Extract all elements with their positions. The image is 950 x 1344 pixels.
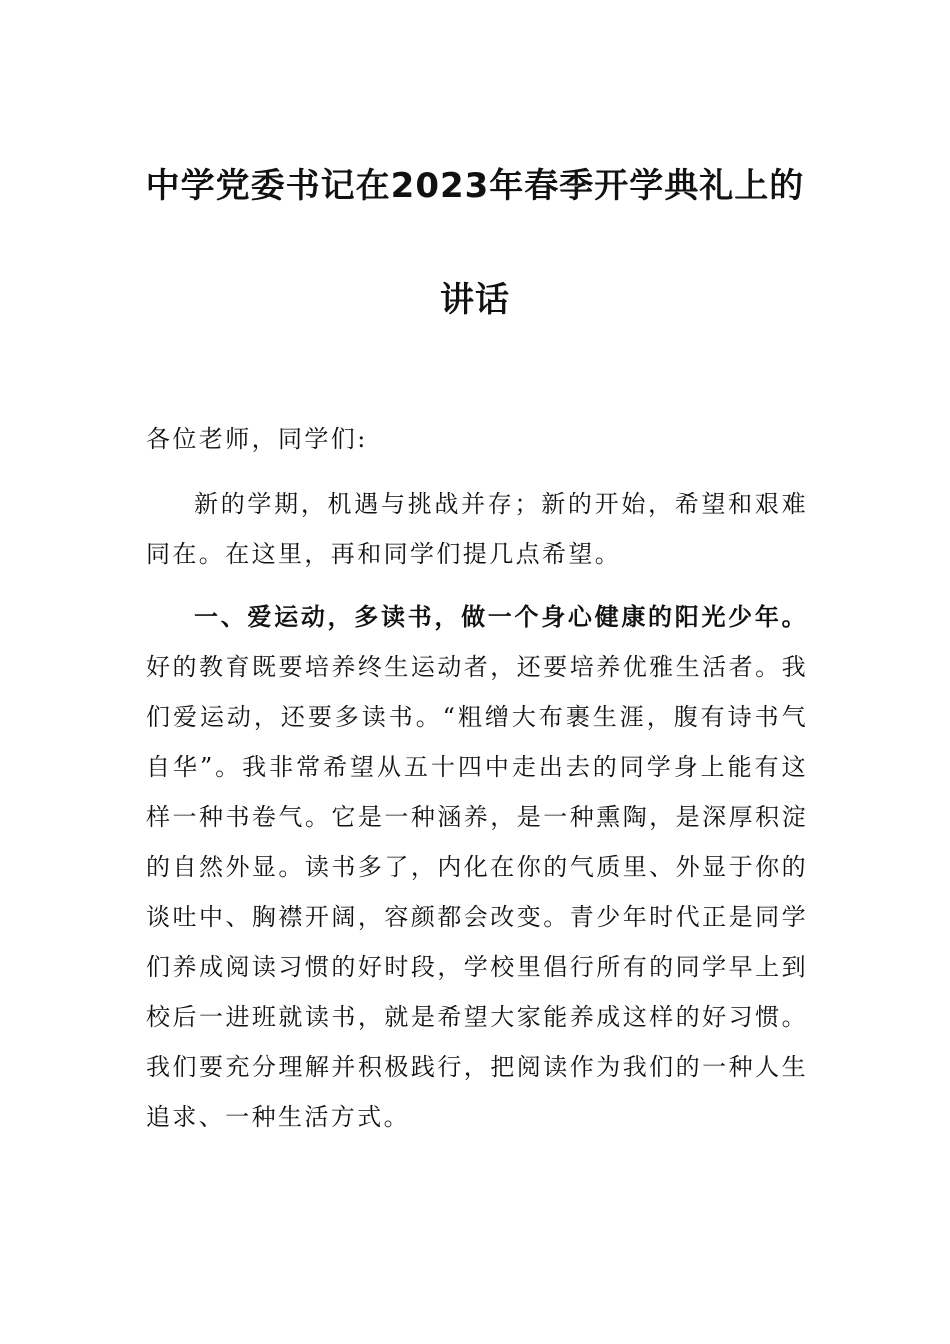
paragraph-intro: 新的学期，机遇与挑战并存；新的开始，希望和艰难同在。在这里，再和同学们提几点希望。: [146, 490, 808, 568]
document-title-line-1: 中学党委书记在2023年春季开学典礼上的: [145, 166, 805, 206]
document-body: [146, 414, 808, 1142]
section-heading-1: 一、爱运动，多读书，做一个身心健康的阳光少年。: [194, 602, 808, 631]
salutation: 各位老师，同学们:: [146, 425, 368, 453]
paragraph-section-1: [146, 592, 808, 1142]
document-title-line-2: 讲话: [440, 280, 510, 320]
section-body-1: 好的教育既要培养终生运动者，还要培养优雅生活者。我们爱运动，还要多读书。“粗缯大布裹生涯，腹有诗书气自华”。我非常希望从五十四中走出去的同学身上能有这样一种书卷气。它是一种涵养，是一种熏陶，是深厚积淀的自然外显。读书多了，内化在你的气质里、外显于你的谈吐中、胸襟开阔，容颜都会改变。青少年时代正是同学们养成阅读习惯的好时段，学校里倡行所有的同学早上到校后一进班就读书，就是希望大家能养成这样的好习惯。我们要充分理解并积极践行，把阅读作为我们的一种人生追求、一种生活方式。: [146, 653, 808, 1131]
